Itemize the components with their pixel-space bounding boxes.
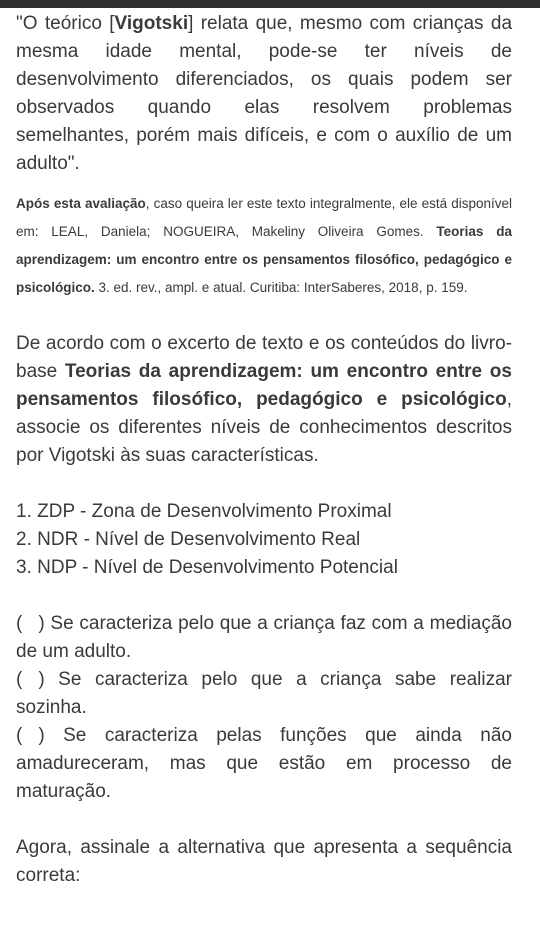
prompt-book-title: Teorias da aprendizagem: um encontro entre os pensamentos filosófico, pedagógico e psicológico (16, 361, 512, 410)
question-content (16, 10, 512, 890)
statement-item (16, 666, 512, 722)
level-item: 3. NDP - Nível de Desenvolvimento Potencial (16, 557, 398, 578)
statement-text: Se caracteriza pelas funções que ainda não amadureceram, mas que estão em processo de maturação. (16, 725, 512, 802)
statement-text: Se caracteriza pelo que a criança sabe realizar sozinha. (16, 669, 512, 718)
source-text-1: , caso queira ler este texto integralmente, ele está disponível em: LEAL, Daniela; NOGUEIRA, Makeliny Oliveira Gomes. (16, 196, 512, 239)
quote-body-text: ] relata que, mesmo com crianças da mesma idade mental, pode-se ter níveis de desenvolvimento diferenciados, os quais podem ser observados quando elas resolvem problemas semelhantes, porém mais difíceis, e com o auxílio de um adulto". (16, 13, 513, 174)
blank-close-paren: ) (38, 725, 45, 746)
blank-open-paren: ( (16, 669, 23, 690)
statements-list (16, 610, 512, 806)
blank-close-paren: ) (38, 613, 45, 634)
question-prompt (16, 330, 512, 470)
quote-open-text: "O teórico [ (16, 13, 115, 34)
citation-quote (16, 10, 512, 178)
prompt-text-2: , associe os diferentes níveis de conhecimentos descritos por Vigotski às suas características. (16, 389, 512, 466)
source-text-2: 3. ed. rev., ampl. e atual. Curitiba: InterSaberes, 2018, p. 159. (94, 280, 468, 295)
source-book-title: Teorias da aprendizagem: um encontro entre os pensamentos filosófico, pedagógico e psicológico. (16, 224, 512, 295)
statement-item (16, 610, 512, 666)
instruction-text: Agora, assinale a alternativa que apresenta a sequência correta: (16, 837, 512, 886)
prompt-text-1: De acordo com o excerto de texto e os conteúdos do livro-base (16, 333, 512, 382)
blank-open-paren: ( (16, 725, 23, 746)
statement-text: Se caracteriza pelo que a criança faz com a mediação de um adulto. (16, 613, 512, 662)
levels-list (16, 498, 512, 582)
quote-author-name: Vigotski (114, 13, 189, 34)
level-item: 2. NDR - Nível de Desenvolvimento Real (16, 529, 361, 550)
top-status-bar (0, 0, 540, 8)
blank-close-paren: ) (38, 669, 45, 690)
level-item: 1. ZDP - Zona de Desenvolvimento Proximal (16, 501, 392, 522)
statement-item (16, 722, 512, 806)
source-lead: Após esta avaliação (16, 196, 146, 211)
source-reference (16, 190, 512, 302)
blank-open-paren: ( (16, 613, 23, 634)
